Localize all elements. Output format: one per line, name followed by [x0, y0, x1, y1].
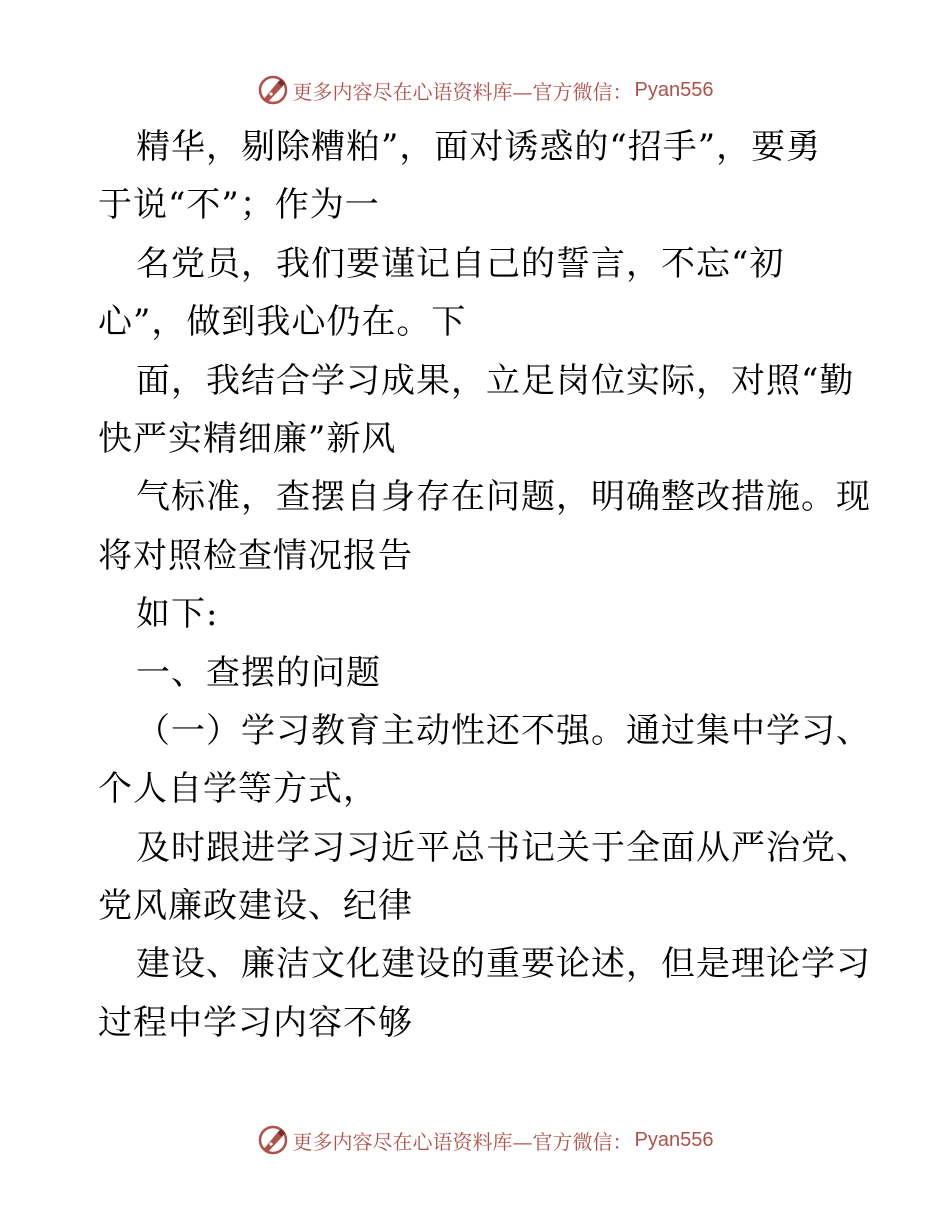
text-line: 建设、廉洁文化建设的重要论述，但是理论学习 [136, 944, 871, 985]
text-line: 气标准，查摆自身存在问题，明确整改措施。现 [136, 477, 871, 518]
footer-watermark [0, 1120, 950, 1160]
document-body [98, 118, 871, 1052]
watermark-text: 更多内容尽在心语资料库—官方微信： [292, 79, 633, 104]
pen-nib-logo-icon [257, 1124, 289, 1156]
text-line: 及时跟进学习习近平总书记关于全面从严治党、 [136, 827, 871, 868]
watermark-wechat-id: Pyan556 [634, 1128, 714, 1151]
watermark-content [257, 1124, 714, 1156]
watermark-content [257, 74, 714, 106]
text-line: 面，我结合学习成果，立足岗位实际，对照“勤 [136, 360, 855, 401]
text-line: 心”，做到我心仍在。下 [98, 302, 467, 343]
text-line: 如下: [136, 594, 219, 635]
text-line: 过程中学习内容不够 [98, 1002, 413, 1043]
watermark-text: 更多内容尽在心语资料库—官方微信： [292, 1129, 633, 1154]
text-line: （一）学习教育主动性还不强。通过集中学习、 [136, 710, 871, 751]
text-line: 快严实精细廉”新风 [98, 418, 397, 459]
text-line: 名党员，我们要谨记自己的誓言，不忘“初 [136, 243, 785, 284]
text-line: 将对照检查情况报告 [98, 535, 413, 576]
text-line: 党风廉政建设、纪律 [98, 886, 413, 927]
text-line: 个人自学等方式， [98, 769, 378, 810]
text-line: 一、查摆的问题 [136, 652, 381, 693]
watermark-wechat-id: Pyan556 [634, 78, 714, 101]
text-line: 精华，剔除糟粕”，面对诱惑的“招手”，要勇 [136, 127, 822, 167]
header-watermark [0, 70, 950, 110]
pen-nib-logo-icon [257, 74, 289, 106]
text-line: 于说“不”；作为一 [98, 185, 380, 226]
